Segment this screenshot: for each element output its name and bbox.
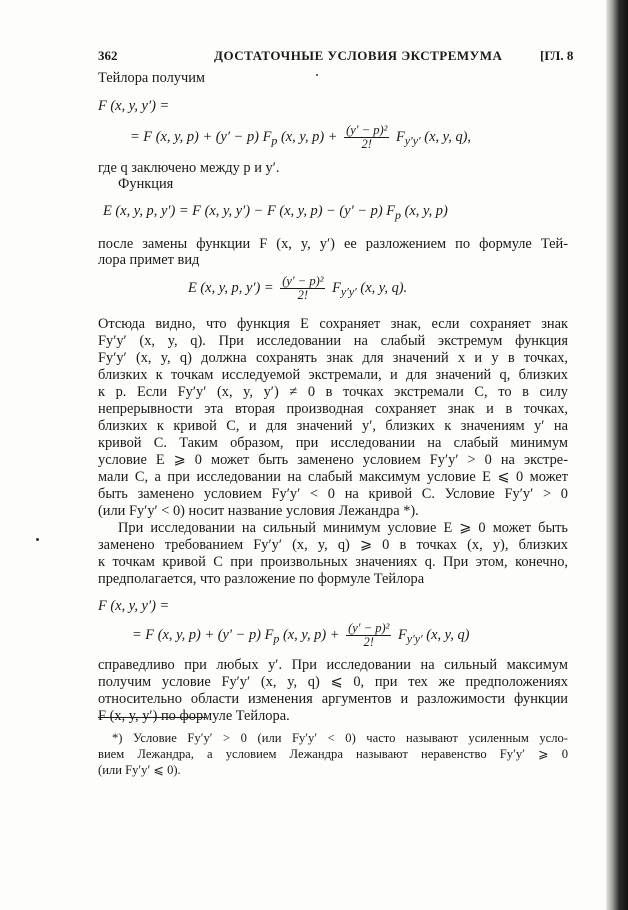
- text-line: к p. Если Fy′y′ (x, y, y′) ≠ 0 в точках экстремали C, то в силу: [98, 384, 568, 400]
- text-line: быть заменено условием Fy′y′ < 0 на кривой C. Условие Fy′y′ > 0: [98, 486, 568, 502]
- text-line: При исследовании на сильный минимум условие E ⩾ 0 может быть: [118, 520, 568, 536]
- formula-line: F (x, y, y′) =: [98, 98, 170, 114]
- fraction-denominator: 2!: [361, 137, 372, 151]
- formula-taylor-expansion: = F (x, y, p) + (y′ − p) $F_p$ (x, y, p) + $\frac{\text{(y′ − p)²}}{2!}$ $F_{y'y'}$ (x, y, q),: [130, 123, 472, 151]
- text-line: условие E ⩾ 0 может быть заменено условием Fy′y′ > 0 на экстре-: [98, 452, 568, 468]
- print-speck: [316, 74, 318, 76]
- text-line: относительно области изменения аргументов и разложимости функции: [98, 691, 568, 707]
- page-number: 362: [98, 48, 118, 63]
- formula-e-taylor: E (x, y, p, y′) = $\frac{\text{(y′ − p)²}}{2!}$ $F_{y'y'}$ (x, y, q).: [188, 274, 408, 302]
- text-line: где q заключено между p и y′.: [98, 160, 280, 176]
- text-line: лора примет вид: [98, 252, 200, 268]
- text-line: мали C, а при исследовании на слабый максимум условие E ⩽ 0 может: [98, 469, 568, 485]
- text-line: Fy′y′ (x, y, q) должна сохранять знак для значений x и y в точках,: [98, 350, 568, 366]
- text-line: справедливо при любых y′. При исследовании на сильный максимум: [98, 657, 568, 673]
- formula-taylor-expansion-2: = F (x, y, p) + (y′ − p) $F_p$ (x, y, p) + $\frac{\text{(y′ − p)²}}{2!}$ $F_{y'y'}$ (x, y, q): [132, 621, 470, 649]
- text-line: к точкам кривой C при произвольных значениях q. При этом, конечно,: [98, 554, 568, 570]
- text-line: получим условие Fy′y′ (x, y, q) ⩽ 0, при тех же предположениях: [98, 674, 568, 690]
- text-line: после замены функции F (x, y, y′) ее разложением по формуле Тей-: [98, 236, 568, 252]
- footnote-rule: [98, 717, 206, 718]
- text-line: близких к точкам исследуемой экстремали, и для значений q, близких: [98, 367, 568, 383]
- formula-line: F (x, y, y′) =: [98, 598, 170, 614]
- text-line: заменено требованием Fy′y′ (x, y, q) ⩾ 0 в точках (x, y), близких: [98, 537, 568, 553]
- chapter-label: [ГЛ. 8: [540, 48, 574, 63]
- footnote-line: *) Условие Fy′y′ > 0 (или Fy′y′ < 0) часто называют усиленным усло-: [112, 731, 568, 745]
- fraction-denominator: 2!: [363, 635, 374, 649]
- text-line: Отсюда видно, что функция E сохраняет знак, если сохраняет знак: [98, 316, 568, 332]
- text-line: близких к кривой C, и для значений y′, близких к значениям y′ на: [98, 418, 568, 434]
- text-line: предполагается, что разложение по формуле Тейлора: [98, 571, 425, 587]
- footnote-line: вием Лежандра, а условием Лежандра называют неравенство Fy′y′ ⩾ 0: [98, 747, 568, 761]
- text-line: Fy′y′ (x, y, q). При исследовании на слабый экстремум функция: [98, 333, 568, 349]
- fraction-numerator: (y′ − p)²: [346, 123, 388, 137]
- formula-e-function: E (x, y, p, y′) = F (x, y, y′) − F (x, y, p) − (y′ − p) $F_p$ (x, y, p): [103, 203, 448, 222]
- text-line: (или Fy′y′ < 0) носит название условия Лежандра *).: [98, 503, 419, 519]
- text-line: непрерывности эта вторая производная сохраняет знак и в точках,: [98, 401, 568, 417]
- text-line: Тейлора получим: [98, 70, 206, 86]
- fraction-denominator: 2!: [297, 288, 309, 302]
- fraction-numerator: (y′ − p)²: [282, 274, 324, 288]
- footnote-line: (или Fy′y′ ⩽ 0).: [98, 763, 181, 777]
- text-line: F (x, y, y′) по формуле Тейлора.: [98, 708, 290, 724]
- text-line: кривой C. Таким образом, при исследовании на слабый минимум: [98, 435, 568, 451]
- running-title: ДОСТАТОЧНЫЕ УСЛОВИЯ ЭКСТРЕМУМА: [214, 48, 503, 63]
- print-speck: [36, 538, 39, 541]
- text-line: Функция: [118, 176, 174, 192]
- page-edge-shadow: [606, 0, 628, 910]
- fraction-numerator: (y′ − p)²: [348, 621, 390, 635]
